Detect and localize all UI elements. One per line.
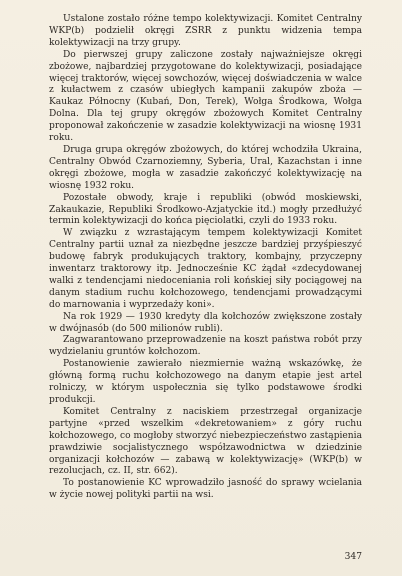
- paragraph: Komitet Centralny z naciskiem przestrzegał organizacje partyjne «przed wszelkim «dekretowaniem» z góry ruchu kołchozowego, co mogłoby stworzyć niebezpieczeństwo zastąpienia prawdziwie socjalistycznego współzawodnictwa w dziedzinie organizacji kołchozów — zabawą w kolektywizację» (WKP(b) w rezolucjach, cz. II, str. 662).: [49, 406, 362, 477]
- paragraph: Na rok 1929 — 1930 kredyty dla kołchozów zwiększone zostały w dwójnasób (do 500 milionów rubli).: [49, 311, 362, 334]
- paragraph: Do pierwszej grupy zaliczone zostały najważniejsze okręgi zbożowe, najbardziej przygotowane do kolektywizacji, posiadające więcej traktorów, więcej sowchozów, więcej doświadczenia w walce z kułactwem z czasów ubiegłych kampanii zakupów zboża — Kaukaz Północny (Kubań, Don, Terek), Wołga Środkowa, Wołga Dolna. Dla tej grupy okręgów zbożowych Komitet Centralny proponował zakończenie w zasadzie kolektywizacji na wiosnę 1931 roku.: [49, 49, 362, 144]
- paragraph: Druga grupa okręgów zbożowych, do której wchodziła Ukraina, Centralny Obwód Czarnoziemny, Syberia, Ural, Kazachstan i inne okręgi zbożowe, mogła w zasadzie zakończyć kolektywizację na wiosnę 1932 roku.: [49, 144, 362, 191]
- page-number: 347: [344, 552, 362, 562]
- paragraph: Pozostałe obwody, kraje i republiki (obwód moskiewski, Zakaukazie, Republiki Środkowo-Azjatyckie itd.) mogły przedłużyć termin kolektywizacji do końca pięciolatki, czyli do 1933 roku.: [49, 192, 362, 227]
- paragraph: Zagwarantowano przeprowadzenie na koszt państwa robót przy wydzielaniu gruntów kołchozom.: [49, 335, 362, 358]
- body-text: [49, 14, 362, 502]
- paragraph: Postanowienie zawierało niezmiernie ważną wskazówkę, że główną formą ruchu kołchozowego na danym etapie jest artel rolniczy, w którym uspołecznia się tylko podstawowe środki produkcji.: [49, 359, 362, 405]
- paragraph: To postanowienie KC wprowadziło jasność do sprawy wcielania w życie nowej polityki partii na wsi.: [49, 478, 362, 501]
- paragraph: W związku z wzrastającym tempem kolektywizacji Komitet Centralny partii uznał za niezbędne jeszcze bardziej przyśpieszyć budowę fabryk produkujących traktory, kombajny, przyczepny inwentarz traktorowy itp. Jednocześnie KC żądał «zdecydowanej walki z tendencjami niedoceniania roli końskiej siły pociągowej na danym stadium ruchu kołchozowego, tendencjami prowadzącymi do marnowania i wyprzedaży koni».: [49, 228, 362, 310]
- paragraph: Ustalone zostało różne tempo kolektywizacji. Komitet Centralny WKP(b) podzielił okręgi ZSRR z punktu widzenia tempa kolektywizacji na trzy grupy.: [49, 14, 362, 48]
